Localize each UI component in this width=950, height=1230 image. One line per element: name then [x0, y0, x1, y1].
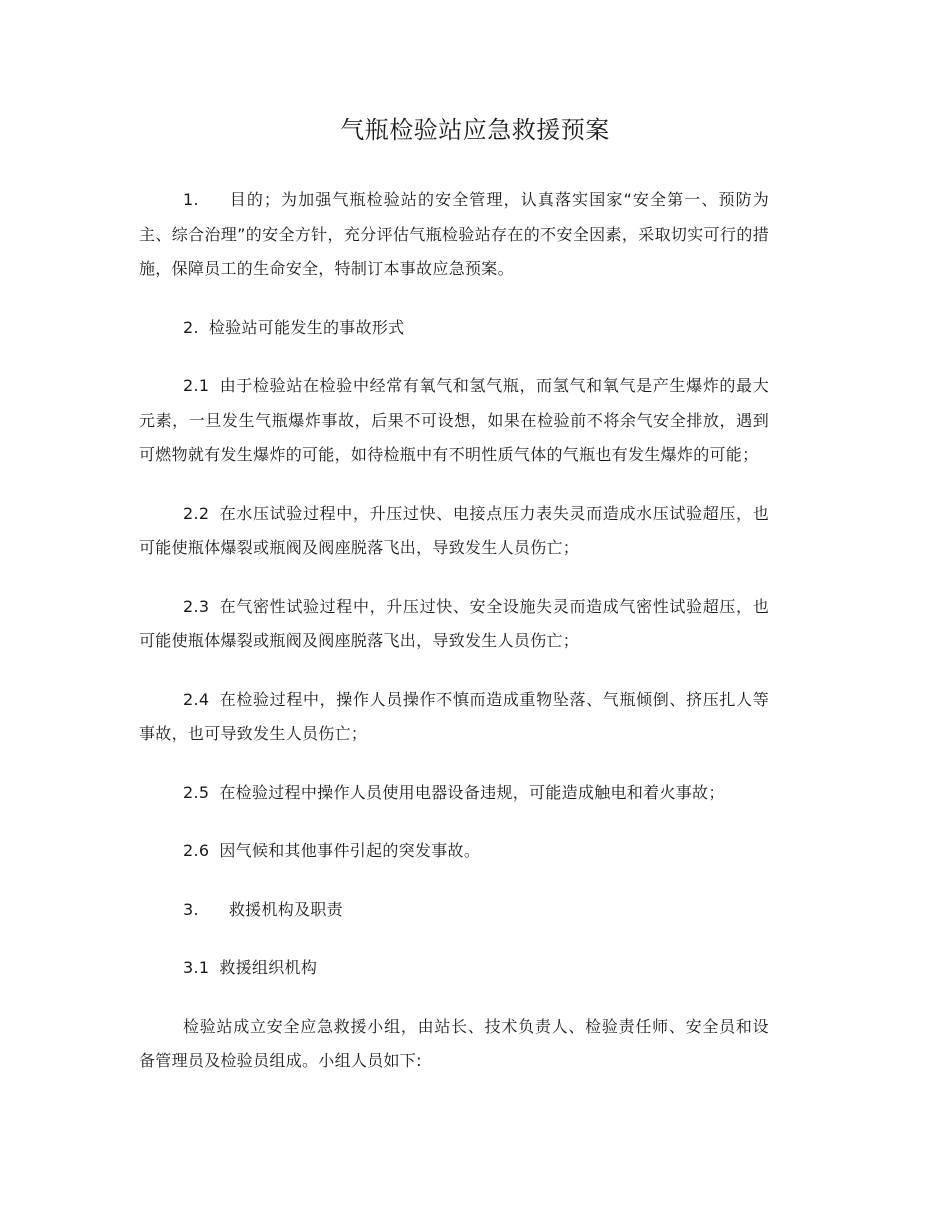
paragraph-2-2 [139, 497, 769, 566]
paragraph-text: 因气候和其他事件引起的突发事故。 [219, 841, 481, 860]
paragraph-purpose [139, 183, 769, 287]
paragraph-number: 2.4 [183, 689, 210, 709]
paragraph-2-1 [139, 369, 769, 473]
paragraph-number: 2.2 [183, 503, 210, 523]
paragraph-text: 在检验过程中操作人员使用电器设备违规，可能造成触电和着火事故； [219, 782, 725, 802]
paragraph-text: 由于检验站在检验中经常有氧气和氢气瓶，而氢气和氧气是产生爆炸的最大元素，一旦发生气瓶爆炸事故，后果不可设想，如果在检验前不将余气安全排放，遇到可燃物就有发生爆炸的可能，如待检瓶中有不明性质气体的气瓶也有发生爆炸的可能； [139, 376, 769, 464]
paragraph-number: 2.6 [183, 841, 210, 860]
paragraph-number: 3.1 [183, 958, 210, 977]
paragraph-number: 2.5 [183, 782, 210, 802]
paragraph-rescue-team [139, 1010, 769, 1079]
paragraph-number: 2. [183, 317, 199, 337]
paragraph-text: 目的；为加强气瓶检验站的安全管理，认真落实国家“安全第一、预防为主、综合治理”的安全方针，充分评估气瓶检验站存在的不安全因素，采取切实可行的措施，保障员工的生命安全，特制订本事故应急预案。 [139, 190, 769, 278]
paragraph-text: 在水压试验过程中，升压过快、电接点压力表失灵而造成水压试验超压，也可能使瓶体爆裂或瓶阀及阀座脱落飞出，导致发生人员伤亡； [139, 503, 769, 557]
paragraph-2-3 [139, 590, 769, 659]
paragraph-2-4 [139, 683, 769, 752]
paragraph-text: 救援机构及职责 [228, 899, 343, 919]
paragraph-number: 3. [183, 899, 199, 919]
document-body [139, 183, 769, 1103]
paragraph-2-6 [139, 834, 769, 869]
paragraph-text: 在检验过程中，操作人员操作不慎而造成重物坠落、气瓶倾倒、挤压扎人等事故，也可导致发生人员伤亡； [139, 689, 769, 743]
paragraph-section-3-heading [139, 893, 769, 928]
paragraph-text: 检验站成立安全应急救援小组，由站长、技术负责人、检验责任师、安全员和设备管理员及检验员组成。小组人员如下: [139, 1016, 769, 1070]
paragraph-section-2-heading [139, 311, 769, 346]
paragraph-text: 救援组织机构 [219, 958, 318, 977]
paragraph-2-5 [139, 776, 769, 811]
paragraph-number: 2.3 [183, 596, 210, 616]
paragraph-3-1 [139, 951, 769, 986]
paragraph-number: 2.1 [183, 376, 210, 395]
paragraph-text: 在气密性试验过程中，升压过快、安全设施失灵而造成气密性试验超压，也可能使瓶体爆裂或瓶阀及阀座脱落飞出，导致发生人员伤亡； [139, 596, 769, 650]
document-title: 气瓶检验站应急救援预案 [340, 116, 610, 144]
paragraph-number: 1. [183, 190, 199, 209]
paragraph-text: 检验站可能发生的事故形式 [208, 317, 405, 337]
